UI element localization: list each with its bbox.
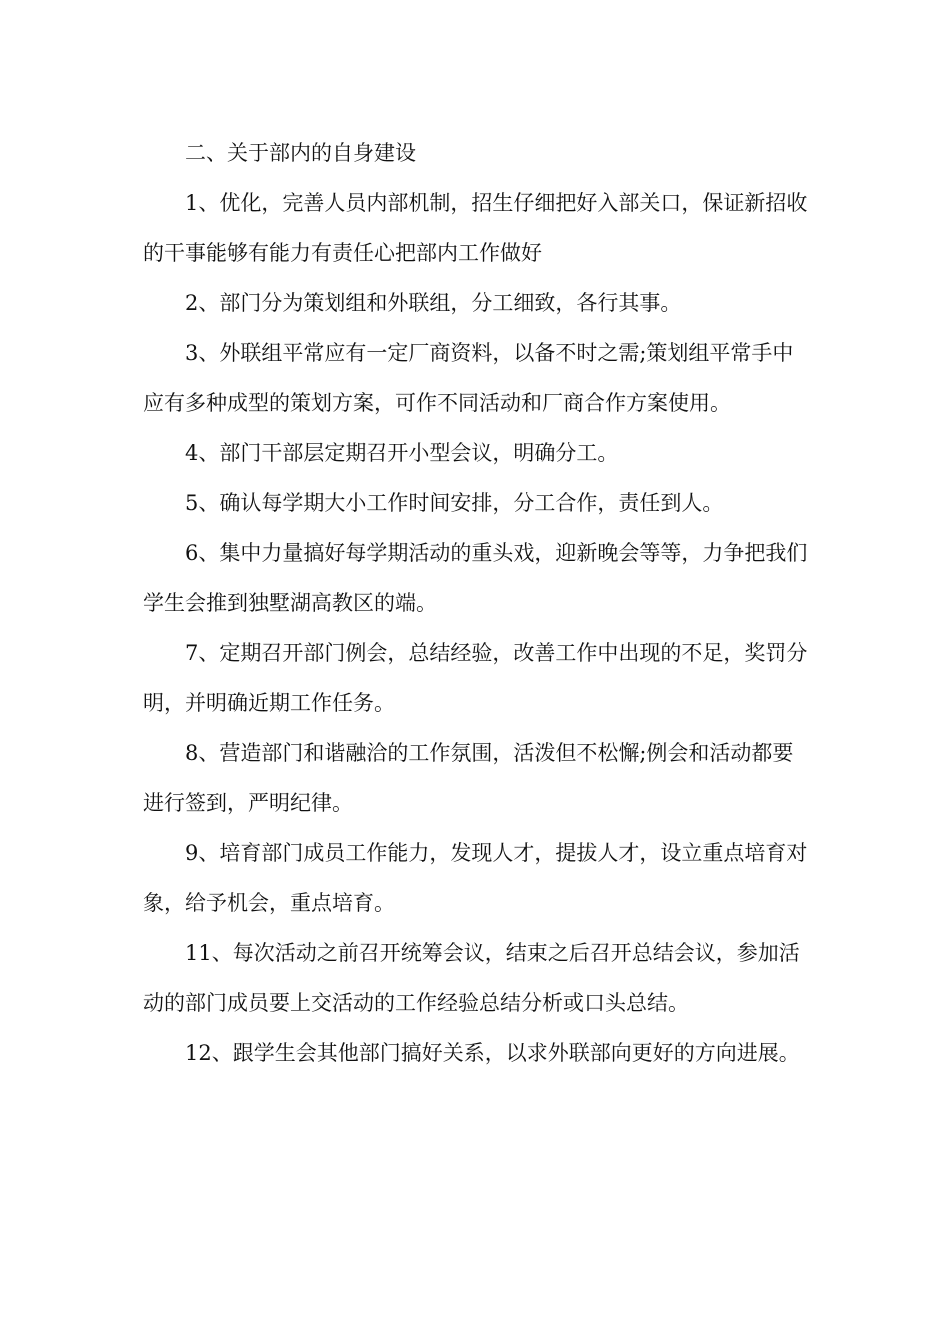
document-body xyxy=(143,128,808,1078)
paragraph: 8、营造部门和谐融洽的工作氛围，活泼但不松懈;例会和活动都要进行签到，严明纪律。 xyxy=(143,741,794,815)
paragraph: 5、确认每学期大小工作时间安排，分工合作，责任到人。 xyxy=(185,491,724,515)
paragraph: 4、部门干部层定期召开小型会议，明确分工。 xyxy=(185,441,619,465)
paragraph: 7、定期召开部门例会，总结经验，改善工作中出现的不足，奖罚分明，并明确近期工作任务。 xyxy=(143,641,808,715)
section-heading: 二、关于部内的自身建设 xyxy=(185,141,416,165)
paragraph: 6、集中力量搞好每学期活动的重头戏，迎新晚会等等，力争把我们学生会推到独墅湖高教区的端。 xyxy=(143,541,808,615)
paragraph: 12、跟学生会其他部门搞好关系，以求外联部向更好的方向进展。 xyxy=(185,1041,800,1065)
paragraph: 1、优化，完善人员内部机制，招生仔细把好入部关口，保证新招收的干事能够有能力有责任心把部内工作做好 xyxy=(143,191,808,265)
paragraph: 11、每次活动之前召开统筹会议，结束之后召开总结会议，参加活动的部门成员要上交活动的工作经验总结分析或口头总结。 xyxy=(143,941,800,1015)
paragraph: 3、外联组平常应有一定厂商资料，以备不时之需;策划组平常手中应有多种成型的策划方案，可作不同活动和厂商合作方案使用。 xyxy=(143,341,794,415)
paragraph: 9、培育部门成员工作能力，发现人才，提拔人才，设立重点培育对象，给予机会，重点培育。 xyxy=(143,841,808,915)
paragraph: 2、部门分为策划组和外联组，分工细致，各行其事。 xyxy=(185,291,682,315)
